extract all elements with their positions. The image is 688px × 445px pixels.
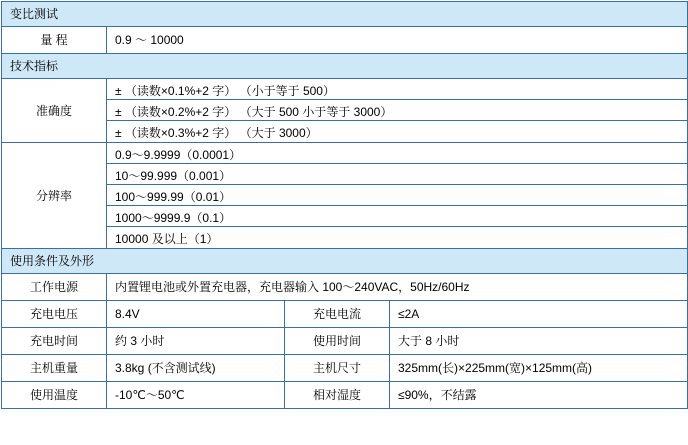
row-charge-voltage-current (2, 301, 688, 328)
accuracy-list (107, 79, 687, 142)
resolution-item: 0.9～9.9999（0.0001） (107, 143, 687, 164)
section-header-usage (2, 249, 688, 274)
charge-current-value: ≤2A (398, 307, 420, 321)
size-label: 主机尺寸 (312, 361, 361, 375)
row-accuracy (2, 79, 688, 143)
section-title-tech: 技术指标 (10, 59, 59, 73)
row-weight-size (2, 355, 688, 382)
resolution-item: 100～999.99（0.01） (107, 185, 687, 206)
power-supply-label: 工作电源 (29, 280, 78, 294)
humidity-label: 相对湿度 (312, 388, 361, 402)
size-value: 325mm(长)×225mm(宽)×125mm(高) (398, 361, 593, 375)
resolution-item: 10000 及以上（1） (115, 232, 219, 246)
resolution-list (107, 143, 687, 248)
charge-time-value: 约 3 小时 (115, 334, 165, 348)
specification-table (1, 1, 688, 409)
weight-label: 主机重量 (29, 361, 78, 375)
section-title-ratio: 变比测试 (10, 7, 59, 21)
resolution-item: 10～99.999（0.001） (107, 164, 687, 185)
resolution-item: 1000～9999.9（0.1） (107, 206, 687, 227)
accuracy-label: 准确度 (35, 103, 72, 118)
resolution-label: 分辨率 (35, 188, 72, 203)
charge-time-label: 充电时间 (29, 334, 78, 348)
section-header-tech (2, 54, 688, 79)
weight-value: 3.8kg (不含测试线) (115, 361, 216, 375)
charge-current-label: 充电电流 (312, 307, 361, 321)
row-temperature-humidity (2, 382, 688, 409)
section-title-usage: 使用条件及外形 (10, 254, 95, 268)
accuracy-item: ± （读数×0.1%+2 字） （小于等于 500） (107, 79, 687, 100)
humidity-value: ≤90%，不结露 (398, 388, 477, 402)
row-range (2, 27, 688, 54)
power-supply-value: 内置锂电池或外置充电器，充电器输入 100～240VAC，50Hz/60Hz (115, 280, 470, 294)
charge-voltage-value: 8.4V (115, 307, 140, 321)
row-resolution (2, 143, 688, 249)
row-power-supply (2, 274, 688, 301)
usage-time-label: 使用时间 (312, 334, 361, 348)
accuracy-item: ± （读数×0.3%+2 字） （大于 3000） (115, 126, 318, 140)
row-charge-time-usage-time (2, 328, 688, 355)
section-header-ratio (2, 2, 688, 27)
range-label: 量 程 (40, 33, 68, 47)
charge-voltage-label: 充电电压 (29, 307, 78, 321)
range-value: 0.9 ～ 10000 (115, 33, 184, 47)
usage-time-value: 大于 8 小时 (398, 334, 460, 348)
accuracy-item: ± （读数×0.2%+2 字） （大于 500 小于等于 3000） (107, 100, 687, 121)
temperature-value: -10℃～50℃ (115, 388, 185, 402)
temperature-label: 使用温度 (29, 388, 78, 402)
